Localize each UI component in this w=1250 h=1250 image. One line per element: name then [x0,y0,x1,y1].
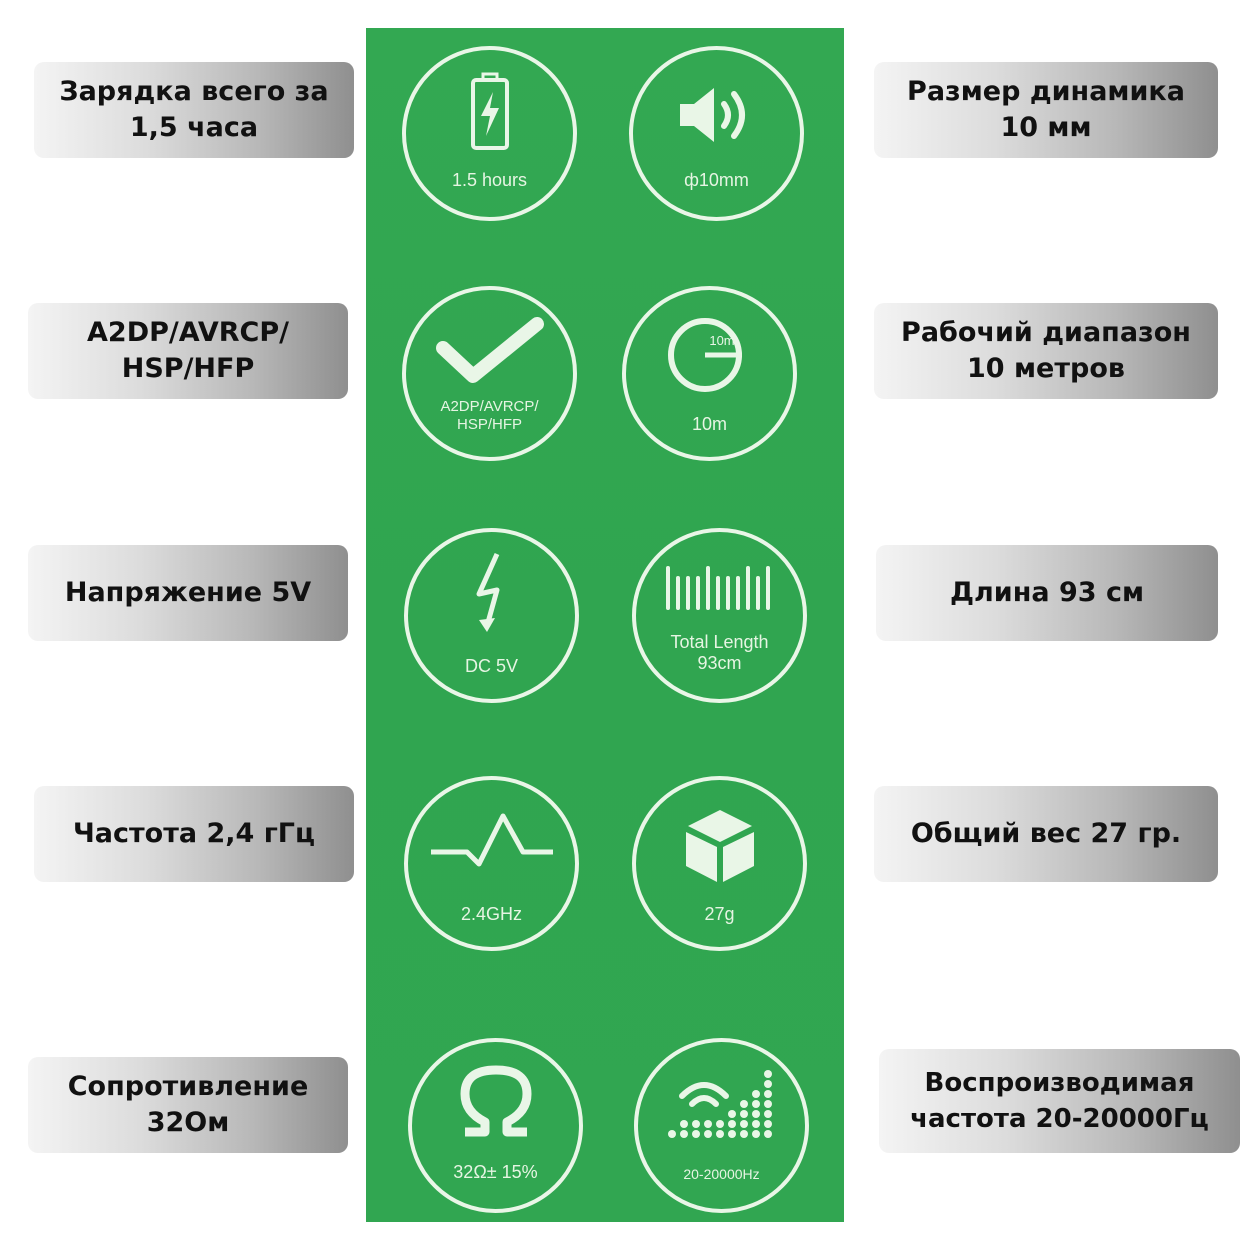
range-circle-icon [660,310,760,400]
badge-caption: 20-20000Hz [683,1166,760,1182]
label-text: Общий вес 27 гр. [910,818,1182,849]
label-frequency-response [879,1049,1240,1153]
frequency-badge [404,776,579,951]
ruler-icon [660,560,780,620]
badge-caption: 32Ω± 15% [453,1162,538,1182]
checkmark-icon [435,316,545,386]
label-text: Размер динамика 10 мм [907,76,1185,143]
profiles-badge [402,286,577,461]
charging-time-badge [402,46,577,221]
badge-caption: 10m [691,414,727,434]
cube-icon [680,806,760,886]
label-length [876,545,1218,641]
weight-badge [632,776,807,951]
label-impedance [28,1057,348,1153]
label-text: Длина 93 см [949,577,1145,608]
label-frequency [34,786,354,882]
label-text: Напряжение 5V [64,577,312,608]
label-text: Зарядка всего за 1,5 часа [59,76,329,143]
speaker-size-badge [629,46,804,221]
omega-icon [451,1060,541,1140]
voltage-badge [404,528,579,703]
label-voltage [28,545,348,641]
label-text: Воспроизводимая частота 20-20000Гц [910,1068,1209,1134]
label-charging-time [34,62,354,158]
badge-caption: A2DP/AVRCP/ HSP/HFP [440,398,539,433]
label-text: Частота 2,4 гГц [72,818,316,849]
frequency-bars-icon [662,1062,782,1142]
badge-caption: Total Length 93cm [670,632,769,673]
length-badge [632,528,807,703]
badge-caption: DC 5V [464,656,518,676]
label-weight [874,786,1218,882]
frequency-response-badge [634,1038,809,1213]
badge-caption: ф10mm [684,170,749,190]
label-text: Сопротивление 32Ом [67,1071,309,1138]
badge-caption: 2.4GHz [460,904,523,924]
lightning-bolt-icon [467,550,517,636]
range-icon-text: 10m [708,333,735,348]
badge-caption: 27g [704,904,735,924]
battery-charging-icon [465,72,515,152]
label-profiles [28,303,348,399]
label-text: A2DP/AVRCP/ HSP/HFP [87,317,289,384]
label-range [874,303,1218,399]
range-badge [622,286,797,461]
spec-panel [366,28,844,1222]
label-speaker-size [874,62,1218,158]
label-text: Рабочий диапазон 10 метров [901,317,1191,384]
impedance-badge [408,1038,583,1213]
pulse-wave-icon [427,808,557,878]
speaker-icon [672,80,762,150]
badge-caption: 1.5 hours [451,170,528,190]
